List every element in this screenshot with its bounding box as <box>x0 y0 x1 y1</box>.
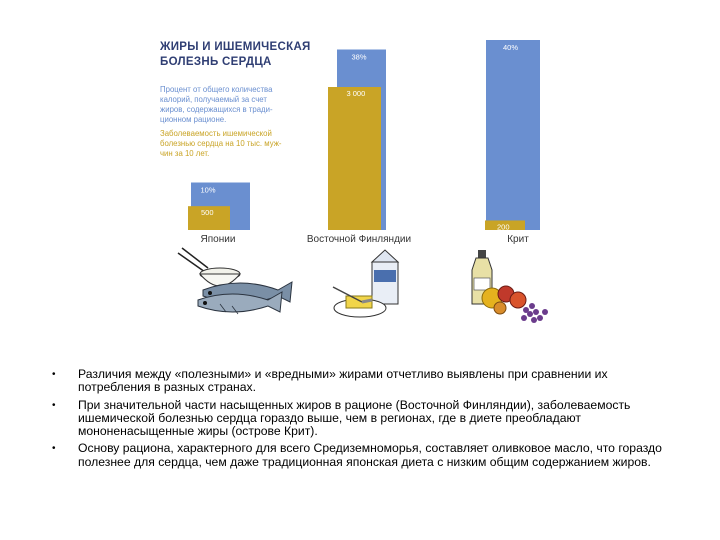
chart-title-line-2: БОЛЕЗНЬ СЕРДЦА <box>160 56 272 68</box>
fish-and-rice-icon <box>178 248 292 314</box>
bullet-marker: • <box>52 443 56 455</box>
data-label-heart-disease: 3 000 <box>346 89 366 98</box>
bullet-marker: • <box>52 399 56 411</box>
legend-series-1-line: жиров, содержащихся в тради- <box>160 105 273 114</box>
legend-series-1-line: Процент от общего количества <box>160 85 273 94</box>
data-label-fat-percent: 40% <box>503 43 519 52</box>
legend-series-1-line: ционном рационе. <box>160 115 227 124</box>
bullet-marker: • <box>52 369 56 380</box>
category-label: Крит <box>507 234 529 245</box>
data-label-fat-percent: 38% <box>351 52 367 62</box>
legend-series-1 <box>160 85 275 124</box>
legend-series-2-line: чин за 10 лет. <box>160 149 210 158</box>
category-labels <box>201 234 530 245</box>
data-label-heart-disease: 200 <box>497 222 510 232</box>
category-label: Восточной Финляндии <box>306 234 412 245</box>
bullet-text: Различия между «полезными» и «вредными» жирами отчетливо выявлены при сравнении их потребления в разных странах. <box>78 367 608 395</box>
bullet-text: Основу рациона, характерного для всего Средиземноморья, составляет оливковое масло, что гораздо полезнее для сердца, чем даже традиционная японская диета с низким общим содержанием жиров. <box>78 441 662 469</box>
bullet-item <box>52 368 682 395</box>
legend-series-1-line: калорий, получаемый за счет <box>160 95 267 104</box>
olive-oil-and-fruit-icon <box>472 250 548 323</box>
bullet-text: При значительной части насыщенных жиров в рационе (Восточной Финляндии), заболеваемость ишемической болезнью сердца гораздо выше, чем в регионах, где в диете преобладают мононенасыщенные жиры (острове Крит). <box>78 397 631 439</box>
category-label: Японии <box>200 234 236 245</box>
legend-series-2 <box>160 129 284 158</box>
chart-title-line-1: ЖИРЫ И ИШЕМИЧЕСКАЯ <box>160 41 311 53</box>
milk-and-butter-icon <box>333 250 398 317</box>
chart-title <box>159 41 314 68</box>
legend-series-2-line: Заболеваемость ишемической <box>160 129 272 138</box>
legend <box>160 85 284 158</box>
bullet-item <box>52 399 682 439</box>
bullet-item <box>52 442 682 469</box>
bar-fat-percent <box>486 40 540 230</box>
bar-heart-disease <box>328 87 381 230</box>
data-label-heart-disease: 500 <box>201 208 214 218</box>
data-label-fat-percent: 10% <box>200 185 216 195</box>
legend-series-2-line: болезнью сердца на 10 тыс. муж- <box>160 139 282 148</box>
bullet-list <box>52 368 682 473</box>
